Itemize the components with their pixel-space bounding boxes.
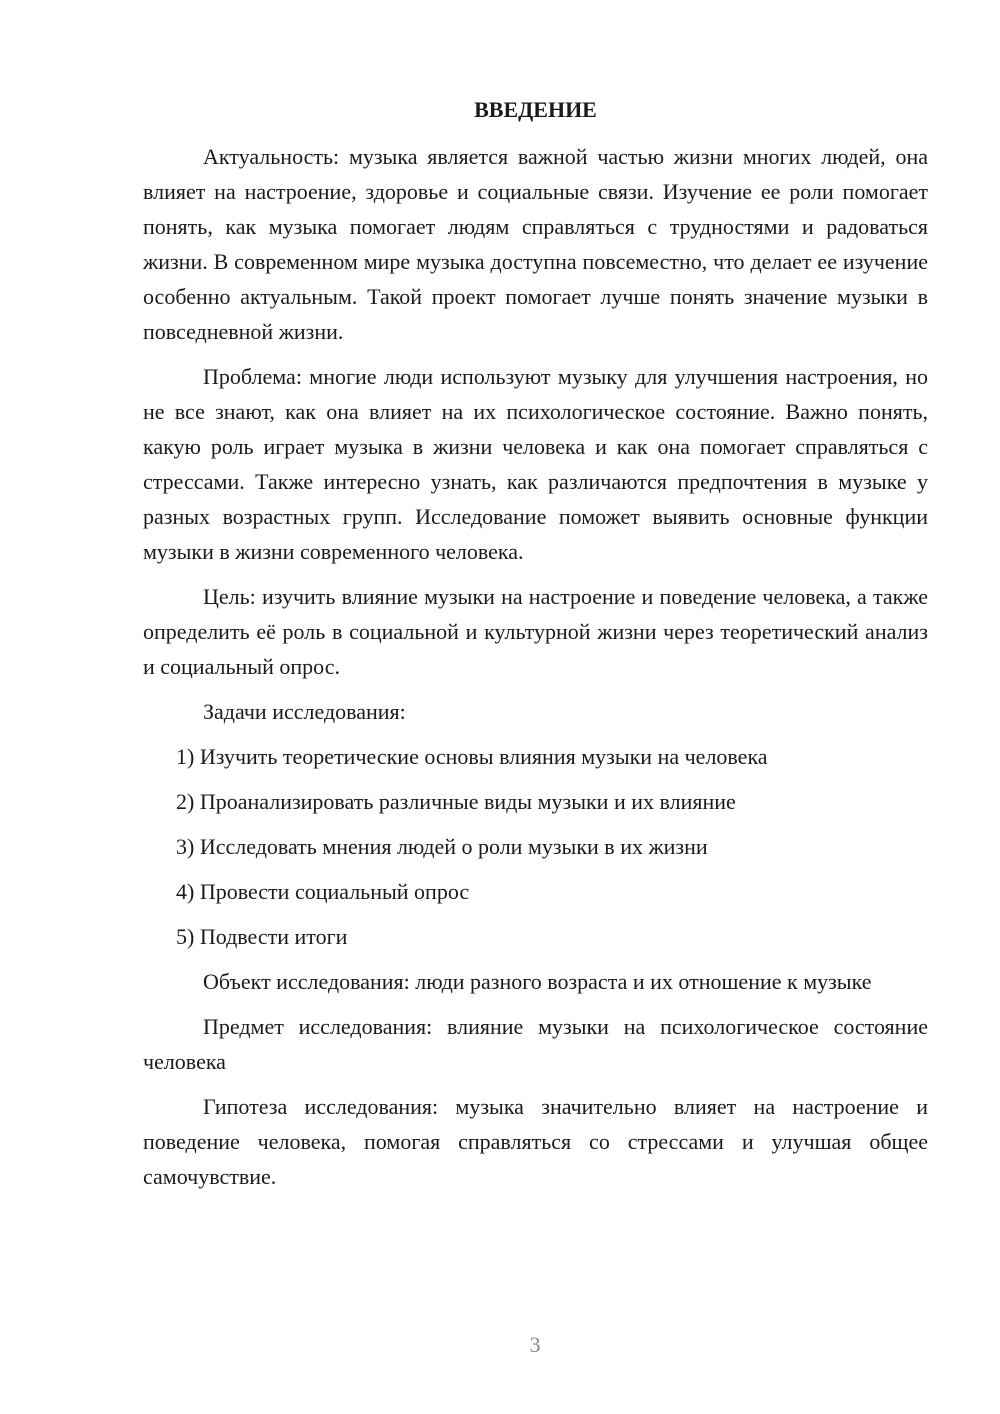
document-page [143,92,928,1204]
task-item: 2) Проанализировать различные виды музыки и их влияние [176,789,736,814]
tasks-heading: Задачи исследования: [203,699,406,724]
task-item: 5) Подвести итоги [176,924,348,949]
problem-paragraph: Проблема: многие люди используют музыку для улучшения настроения, но не все знают, как она влияет на их психологическое состояние. Важно понять, какую роль играет музыка в жизни человека и как она помогает справляться с стрессами. Также интересно узнать, как различаются предпочтения в музыке у разных возрастных групп. Исследование поможет выявить основные функции музыки в жизни современного человека. [143,364,928,564]
section-title: ВВЕДЕНИЕ [474,97,597,122]
hypothesis-paragraph: Гипотеза исследования: музыка значительно влияет на настроение и поведение человека, помогая справляться со стрессами и улучшая общее самочувствие. [143,1094,928,1189]
tasks-list [143,739,928,954]
object-paragraph: Объект исследования: люди разного возраста и их отношение к музыке [203,969,872,994]
subject-paragraph: Предмет исследования: влияние музыки на психологическое состояние человека [143,1014,928,1074]
relevance-paragraph: Актуальность: музыка является важной частью жизни многих людей, она влияет на настроение, здоровье и социальные связи. Изучение ее роли помогает понять, как музыка помогает людям справляться с трудностями и радоваться жизни. В современном мире музыка доступна повсеместно, что делает ее изучение особенно актуальным. Такой проект помогает лучше понять значение музыки в повседневной жизни. [143,144,928,344]
task-item: 1) Изучить теоретические основы влияния музыки на человека [176,744,768,769]
task-item: 3) Исследовать мнения людей о роли музыки в их жизни [176,834,708,859]
goal-paragraph: Цель: изучить влияние музыки на настроение и поведение человека, а также определить её роль в социальной и культурной жизни через теоретический анализ и социальный опрос. [143,584,928,679]
task-item: 4) Провести социальный опрос [176,879,470,904]
page-number: 3 [529,1332,541,1357]
